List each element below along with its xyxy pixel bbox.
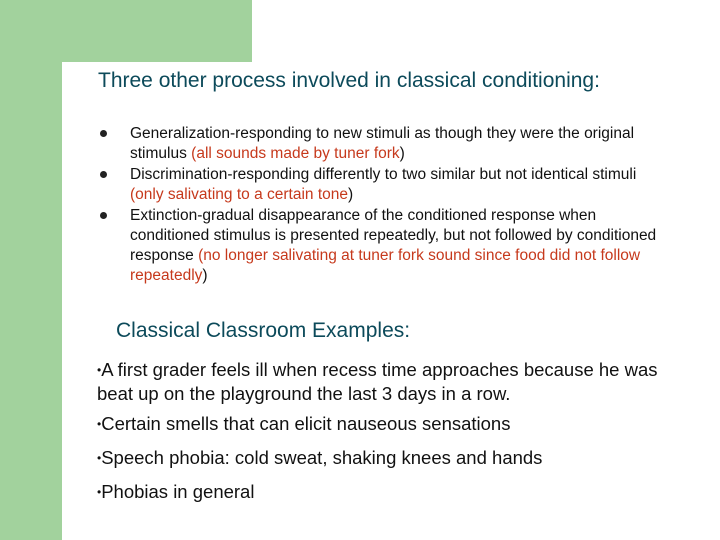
bullet-generalization: [98, 124, 658, 164]
bullet-text: Discrimination-responding differently to two similar but not identical stimuli: [130, 166, 637, 183]
example-text: A first grader feels ill when recess time approaches because he was beat up on the playground the last 3 days in a row.: [97, 359, 658, 404]
example-text: Certain smells that can elicit nauseous sensations: [101, 413, 511, 434]
bullet-dot-icon: [100, 212, 107, 219]
example-bullet-icon: •: [97, 485, 102, 499]
bullet-discrimination: [98, 165, 658, 205]
decorative-green-band-left: [0, 0, 62, 540]
bullet-extinction: [98, 206, 658, 286]
bullet-paren-close: ): [399, 145, 405, 162]
example-item: [97, 412, 697, 436]
example-bullet-icon: •: [97, 417, 102, 431]
bullet-paren-close: ): [348, 186, 354, 203]
example-item: [97, 358, 697, 405]
example-text: Phobias in general: [101, 481, 255, 502]
bullet-paren-open: (: [191, 145, 197, 162]
bullet-text: Extinction-gradual disappearance of the conditioned response when conditioned stimulus is presented repeatedly, but not followed by conditioned response: [130, 207, 657, 264]
example-bullet-icon: •: [97, 451, 102, 465]
bullet-example-highlight: no longer salivating at tuner fork sound since food did not follow repeatedly: [130, 247, 641, 284]
bullet-paren-open: (: [198, 247, 204, 264]
example-item: [97, 446, 697, 470]
bullet-dot-icon: [100, 171, 107, 178]
examples-subheading: Classical Classroom Examples:: [116, 319, 411, 342]
bullet-example-highlight: only salivating to a certain tone: [135, 186, 348, 203]
slide-title: Three other process involved in classical conditioning:: [98, 69, 600, 92]
example-item: [97, 480, 697, 504]
bullet-paren-open: (: [130, 186, 136, 203]
bullet-dot-icon: [100, 130, 107, 137]
example-bullet-icon: •: [97, 363, 102, 377]
bullet-example-highlight: all sounds made by tuner fork: [196, 145, 400, 162]
bullet-paren-close: ): [202, 267, 208, 284]
example-text: Speech phobia: cold sweat, shaking knees and hands: [101, 447, 543, 468]
process-bullet-list: [98, 124, 658, 286]
bullet-text: Generalization-responding to new stimuli as though they were the original stimulus: [130, 125, 635, 162]
